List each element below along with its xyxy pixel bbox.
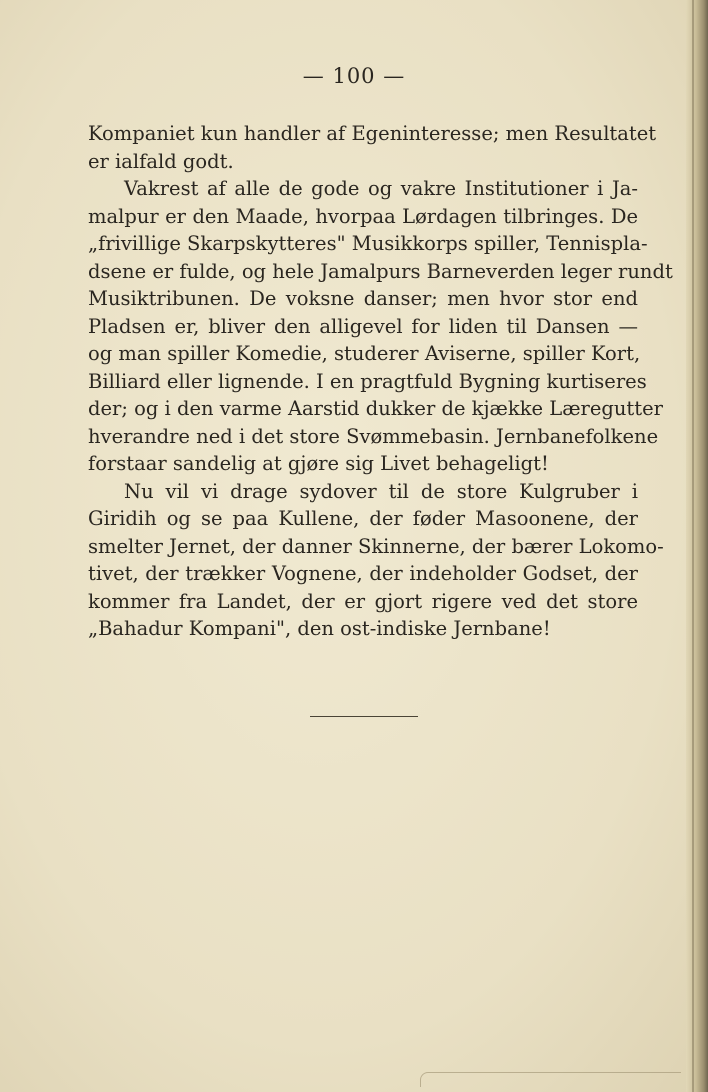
text-line: dsene er fulde, og hele Jamalpurs Barneverden leger rundt [88, 259, 673, 283]
text-line: Kompaniet kun handler af Egeninteresse; men Resultatet [88, 122, 657, 145]
page-binding-edge [686, 0, 708, 1092]
text-line: malpur er den Maade, hvorpaa Lørdagen tilbringes. De [88, 204, 638, 228]
text-line: smelter Jernet, der danner Skinnerne, der bærer Lokomo- [88, 534, 664, 558]
text-line: „frivillige Skarpskytteres" Musikkorps spiller, Tennispla- [88, 232, 648, 255]
page-number: — 100 — [302, 64, 406, 88]
text-line: Pladsen er, bliver den alligevel for liden til Dansen — [88, 314, 638, 338]
text-line: tivet, der trækker Vognene, der indeholder Godset, der [88, 562, 638, 585]
text-line: og man spiller Komedie, studerer Aviserne, spiller Kort, [88, 342, 641, 365]
text-line: Vakrest af alle de gode og vakre Institutioner i Ja- [124, 177, 638, 200]
text-line: Billiard eller lignende. I en pragtfuld Bygning kurtiseres [88, 369, 647, 393]
text-line: forstaar sandelig at gjøre sig Livet behageligt! [88, 452, 549, 475]
body-text [88, 120, 673, 643]
text-line: „Bahadur Kompani", den ost-indiske Jernbane! [88, 617, 551, 640]
binding-shadow-line [692, 0, 694, 1092]
text-line: kommer fra Landet, der er gjort rigere ved det store [88, 589, 638, 613]
text-line: hverandre ned i det store Svømmebasin. Jernbanefolkene [88, 424, 659, 448]
text-line: der; og i den varme Aarstid dukker de kjække Læregutter [88, 397, 663, 420]
text-line: Giridih og se paa Kullene, der føder Masoonene, der [88, 507, 638, 530]
text-line: Nu vil vi drage sydover til de store Kulgruber i [124, 479, 638, 503]
page-corner-mark [420, 1072, 681, 1087]
end-rule-divider [310, 716, 418, 717]
text-line: Musiktribunen. De voksne danser; men hvor stor end [88, 287, 638, 310]
text-line: er ialfald godt. [88, 149, 234, 173]
